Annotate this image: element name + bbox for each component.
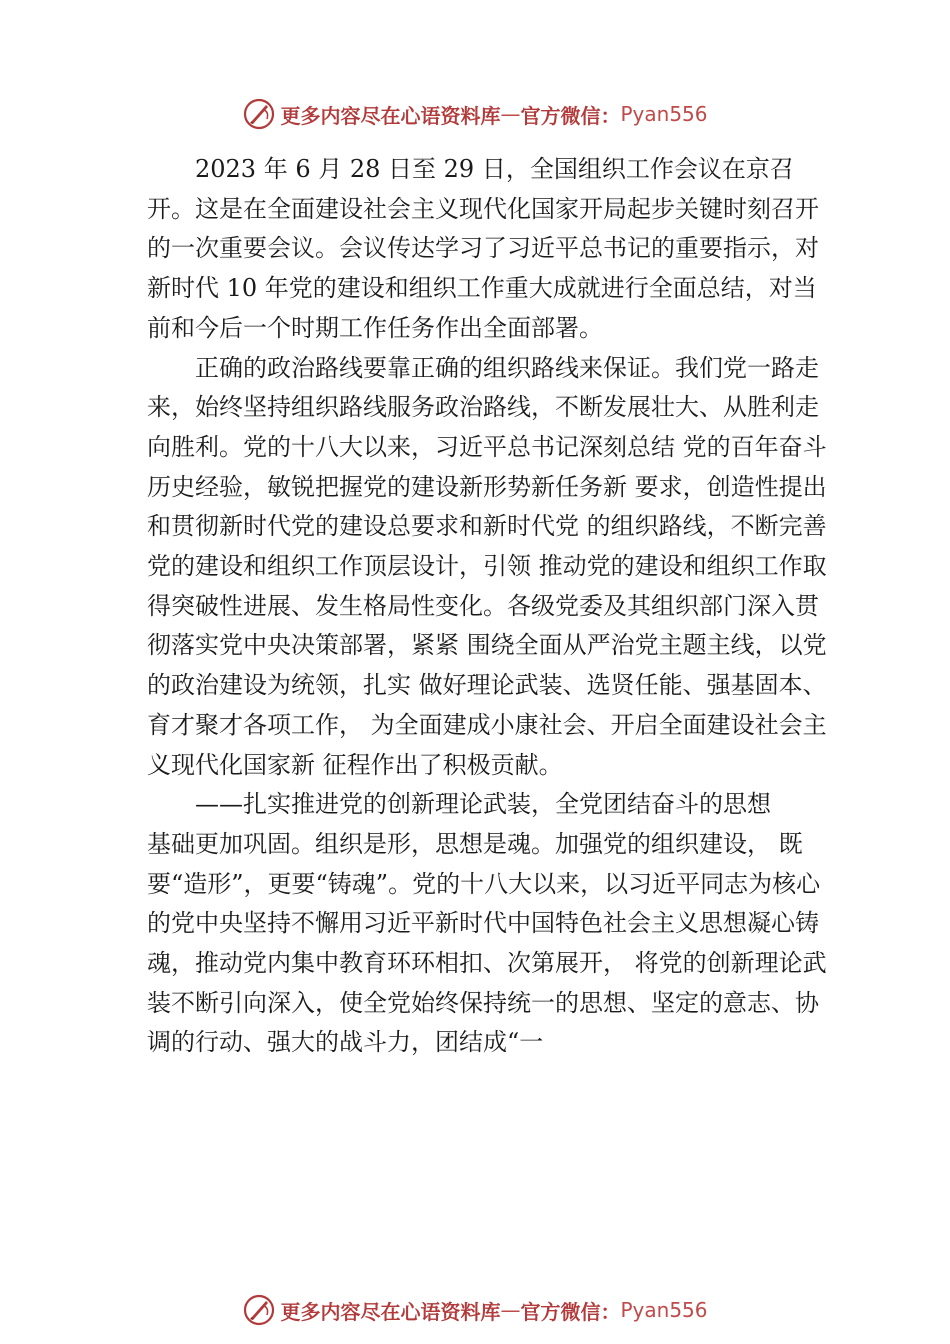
paragraph-3: ——扎实推进党的创新理论武装，全党团结奋斗的思想 — [195, 790, 771, 819]
banner-contact-id: Pyan556 — [620, 102, 708, 126]
header-banner — [0, 94, 950, 134]
banner-title: 更多内容尽在心语资料库 — [280, 103, 501, 128]
banner-contact-label: 官方微信： — [520, 103, 621, 128]
quill-pen-icon — [242, 97, 276, 131]
footer-banner — [0, 1290, 950, 1330]
paragraph-4: 基础更加巩固。组织是形，思想是魂。加强党的组织建设， 既要“造形”，更要“铸魂”。党的十八大以来，以习近平同志为核心的党中央坚持不懈用习近平新时代中国特色社会主义思想凝心铸魂，推动党内集中教育环环相扣、次第展开， 将党的创新理论武装不断引向深入，使全党始终保持统一的思想、坚定的意志、协调的行动、强大的战斗力，团结成“一 — [147, 829, 827, 1057]
footer-banner-contact-id: Pyan556 — [620, 1298, 708, 1322]
footer-banner-title: 更多内容尽在心语资料库 — [280, 1299, 501, 1324]
paragraph-1: 2023 年 6 月 28 日至 29 日，全国组织工作会议在京召开。这是在全面建设社会主义现代化国家开局起步关键时刻召开的一次重要会议。会议传达学习了习近平总书记的重要指示，对新时代 10 年党的建设和组织工作重大成就进行全面总结，对当前和今后一个时期工作任务作出全面部署。 — [147, 155, 819, 342]
footer-banner-contact-label: 官方微信： — [520, 1299, 621, 1324]
banner-separator: — — [500, 102, 521, 126]
quill-pen-icon — [242, 1293, 276, 1327]
document-body — [147, 150, 837, 1063]
footer-banner-separator: — — [500, 1298, 521, 1322]
paragraph-2: 正确的政治路线要靠正确的组织路线来保证。我们党一路走来，始终坚持组织路线服务政治路线，不断发展壮大、从胜利走向胜利。党的十八大以来，习近平总书记深刻总结 党的百年奋斗历史经验，敏锐把握党的建设新形势新任务新 要求，创造性提出和贯彻新时代党的建设总要求和新时代党 的组织路线，不断完善党的建设和组织工作顶层设计，引领 推动党的建设和组织工作取得突破性进展、发生格局性变化。各级党委及其组织部门深入贯彻落实党中央决策部署，紧紧 围绕全面从严治党主题主线，以党的政治建设为统领，扎实 做好理论武装、选贤任能、强基固本、育才聚才各项工作， 为全面建成小康社会、开启全面建设社会主义现代化国家新 征程作出了积极贡献。 — [147, 353, 827, 779]
